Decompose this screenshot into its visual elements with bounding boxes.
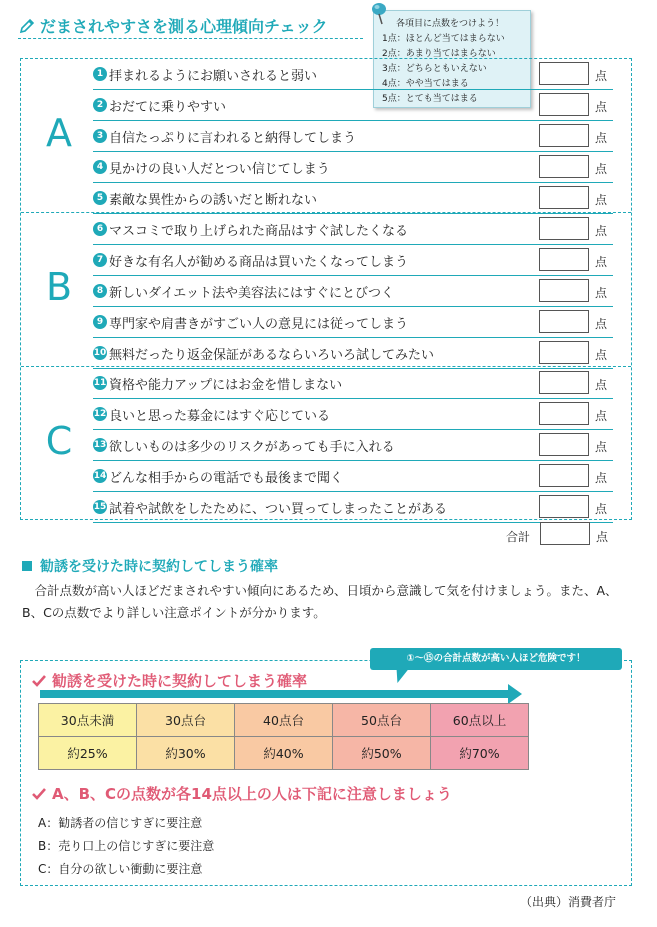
question-row bbox=[93, 183, 613, 214]
page-title-text: だまされやすさを測る心理傾向チェック bbox=[40, 17, 328, 36]
source-citation: （出典）消費者庁 bbox=[520, 895, 617, 909]
score-input[interactable] bbox=[539, 279, 589, 302]
point-unit: 点 bbox=[595, 255, 608, 269]
pencil-icon bbox=[18, 17, 36, 35]
rate-cell: 約40% bbox=[235, 737, 333, 770]
section-letter-c: C bbox=[45, 419, 73, 463]
question-text: 新しいダイエット法や美容法にはすぐにとびつく bbox=[109, 286, 394, 301]
point-unit: 点 bbox=[595, 502, 608, 516]
pushpin-icon bbox=[366, 0, 392, 26]
question-number: 6 bbox=[93, 222, 107, 236]
scoring-note-line: 1点：ほとんど当てはまらない bbox=[382, 34, 505, 44]
point-unit: 点 bbox=[595, 162, 608, 176]
question-text: 好きな有名人が勧める商品は買いたくなってしまう bbox=[109, 255, 409, 270]
score-input[interactable] bbox=[539, 93, 589, 116]
score-input[interactable] bbox=[539, 433, 589, 456]
square-bullet-icon bbox=[22, 561, 32, 571]
range-cell: 40点台 bbox=[235, 704, 333, 737]
probability-heading bbox=[32, 670, 307, 691]
score-input[interactable] bbox=[539, 402, 589, 425]
question-number: 11 bbox=[93, 378, 107, 388]
score-input[interactable] bbox=[539, 341, 589, 364]
question-text: 試着や試飲をしたために、つい買ってしまったことがある bbox=[109, 502, 448, 517]
checkmark-icon bbox=[32, 674, 46, 688]
question-text: 欲しいものは多少のリスクがあっても手に入れる bbox=[109, 440, 395, 455]
range-cell: 30点未満 bbox=[39, 704, 137, 737]
point-unit: 点 bbox=[595, 348, 608, 362]
question-number: 7 bbox=[93, 253, 107, 267]
scoring-note-line: 5点：とても当てはまる bbox=[382, 94, 478, 104]
question-number: 12 bbox=[93, 409, 107, 419]
scoring-note-line: 3点：どちらともいえない bbox=[382, 64, 487, 74]
question-number: 3 bbox=[93, 129, 107, 143]
point-unit: 点 bbox=[595, 131, 608, 145]
point-unit: 点 bbox=[595, 286, 608, 300]
scoring-note-title: 各項目に点数をつけよう！ bbox=[396, 19, 505, 29]
score-input[interactable] bbox=[539, 495, 589, 518]
section-heading bbox=[22, 556, 278, 576]
question-number: 14 bbox=[93, 471, 107, 481]
question-row bbox=[93, 214, 613, 245]
score-input[interactable] bbox=[539, 62, 589, 85]
question-row bbox=[93, 399, 613, 430]
question-box bbox=[20, 58, 632, 520]
range-cell: 60点以上 bbox=[431, 704, 529, 737]
tip-item: A：勧誘者の信じすぎに要注意 bbox=[38, 816, 203, 830]
checkmark-icon bbox=[32, 787, 46, 801]
arrow-bar bbox=[40, 690, 510, 698]
question-number: 4 bbox=[93, 160, 107, 174]
point-unit: 点 bbox=[595, 69, 608, 83]
question-number: 2 bbox=[93, 98, 107, 112]
question-text: 専門家や肩書きがすごい人の意見には従ってしまう bbox=[109, 317, 409, 332]
rate-row bbox=[39, 737, 529, 770]
question-row bbox=[93, 245, 613, 276]
question-row bbox=[93, 368, 613, 399]
question-number: 9 bbox=[93, 315, 107, 329]
point-unit: 点 bbox=[595, 193, 608, 207]
tips-list bbox=[38, 812, 214, 881]
page-title bbox=[18, 14, 328, 37]
score-input[interactable] bbox=[539, 464, 589, 487]
point-unit: 点 bbox=[595, 100, 608, 114]
rate-cell: 約70% bbox=[431, 737, 529, 770]
tips-heading-text: A、B、Cの点数が各14点以上の人は下記に注意しましょう bbox=[52, 785, 452, 803]
rate-cell: 約30% bbox=[137, 737, 235, 770]
point-unit: 点 bbox=[595, 378, 608, 392]
section-letter-b: B bbox=[45, 265, 73, 309]
point-unit: 点 bbox=[595, 440, 608, 454]
total-score-input[interactable] bbox=[540, 522, 590, 545]
question-row bbox=[93, 59, 613, 90]
question-text: おだてに乗りやすい bbox=[109, 100, 227, 115]
total-label: 合計 bbox=[506, 530, 531, 544]
question-text: 自信たっぷりに言われると納得してしまう bbox=[109, 131, 357, 146]
question-row bbox=[93, 492, 613, 523]
question-text: どんな相手からの電話でも最後まで聞く bbox=[109, 471, 344, 486]
probability-heading-text: 勧誘を受けた時に契約してしまう確率 bbox=[52, 672, 308, 690]
rate-cell: 約25% bbox=[39, 737, 137, 770]
point-unit: 点 bbox=[595, 317, 608, 331]
title-underline bbox=[18, 38, 363, 39]
range-cell: 30点台 bbox=[137, 704, 235, 737]
question-text: 見かけの良い人だとつい信じてしまう bbox=[109, 162, 330, 177]
point-unit: 点 bbox=[595, 471, 608, 485]
point-unit: 点 bbox=[596, 530, 609, 544]
question-row bbox=[93, 276, 613, 307]
question-number: 13 bbox=[93, 440, 107, 450]
question-row bbox=[93, 121, 613, 152]
question-text: 無料だったり返金保証があるならいろいろ試してみたい bbox=[109, 348, 435, 363]
question-text: マスコミで取り上げられた商品はすぐ試したくなる bbox=[109, 224, 409, 239]
score-input[interactable] bbox=[539, 155, 589, 178]
scoring-note-line: 4点：やや当てはまる bbox=[382, 79, 469, 89]
range-cell: 50点台 bbox=[333, 704, 431, 737]
question-text: 良いと思った募金にはすぐ応じている bbox=[109, 409, 331, 424]
score-input[interactable] bbox=[539, 248, 589, 271]
section-heading-text: 勧誘を受けた時に契約してしまう確率 bbox=[40, 559, 278, 575]
question-number: 1 bbox=[93, 67, 107, 81]
point-unit: 点 bbox=[595, 224, 608, 238]
section-letter-a: A bbox=[46, 111, 72, 155]
tips-heading bbox=[32, 783, 452, 804]
range-row bbox=[39, 704, 529, 737]
question-number: 5 bbox=[93, 191, 107, 205]
arrow-head-icon bbox=[508, 684, 522, 704]
question-row bbox=[93, 90, 613, 121]
point-unit: 点 bbox=[595, 409, 608, 423]
warning-banner: ①〜⑮の合計点数が高い人ほど危険です！ bbox=[370, 648, 622, 670]
score-input[interactable] bbox=[539, 186, 589, 209]
explanation-paragraph: 合計点数が高い人ほどだまされやすい傾向にあるため、日頃から意識して気を付けましょう。また、A、B、Cの点数でより詳しい注意ポイントが分かります。 bbox=[22, 583, 618, 620]
question-number: 10 bbox=[93, 348, 107, 358]
question-row bbox=[93, 430, 613, 461]
question-number: 15 bbox=[93, 502, 107, 512]
probability-table bbox=[38, 703, 529, 770]
question-row bbox=[93, 152, 613, 183]
question-number: 8 bbox=[93, 284, 107, 298]
question-row bbox=[93, 461, 613, 492]
scoring-note-line: 2点：あまり当てはまらない bbox=[382, 49, 496, 59]
rate-cell: 約50% bbox=[333, 737, 431, 770]
score-input[interactable] bbox=[539, 217, 589, 240]
question-row bbox=[93, 338, 613, 369]
score-input[interactable] bbox=[539, 310, 589, 333]
tip-item: C：自分の欲しい衝動に要注意 bbox=[38, 862, 203, 876]
question-text: 素敵な異性からの誘いだと断れない bbox=[109, 193, 318, 208]
question-text: 拝まれるようにお願いされると弱い bbox=[109, 69, 318, 84]
score-input[interactable] bbox=[539, 371, 589, 394]
tip-item: B：売り口上の信じすぎに要注意 bbox=[38, 839, 215, 853]
question-row bbox=[93, 307, 613, 338]
score-input[interactable] bbox=[539, 124, 589, 147]
question-text: 資格や能力アップにはお金を惜しまない bbox=[109, 378, 343, 393]
